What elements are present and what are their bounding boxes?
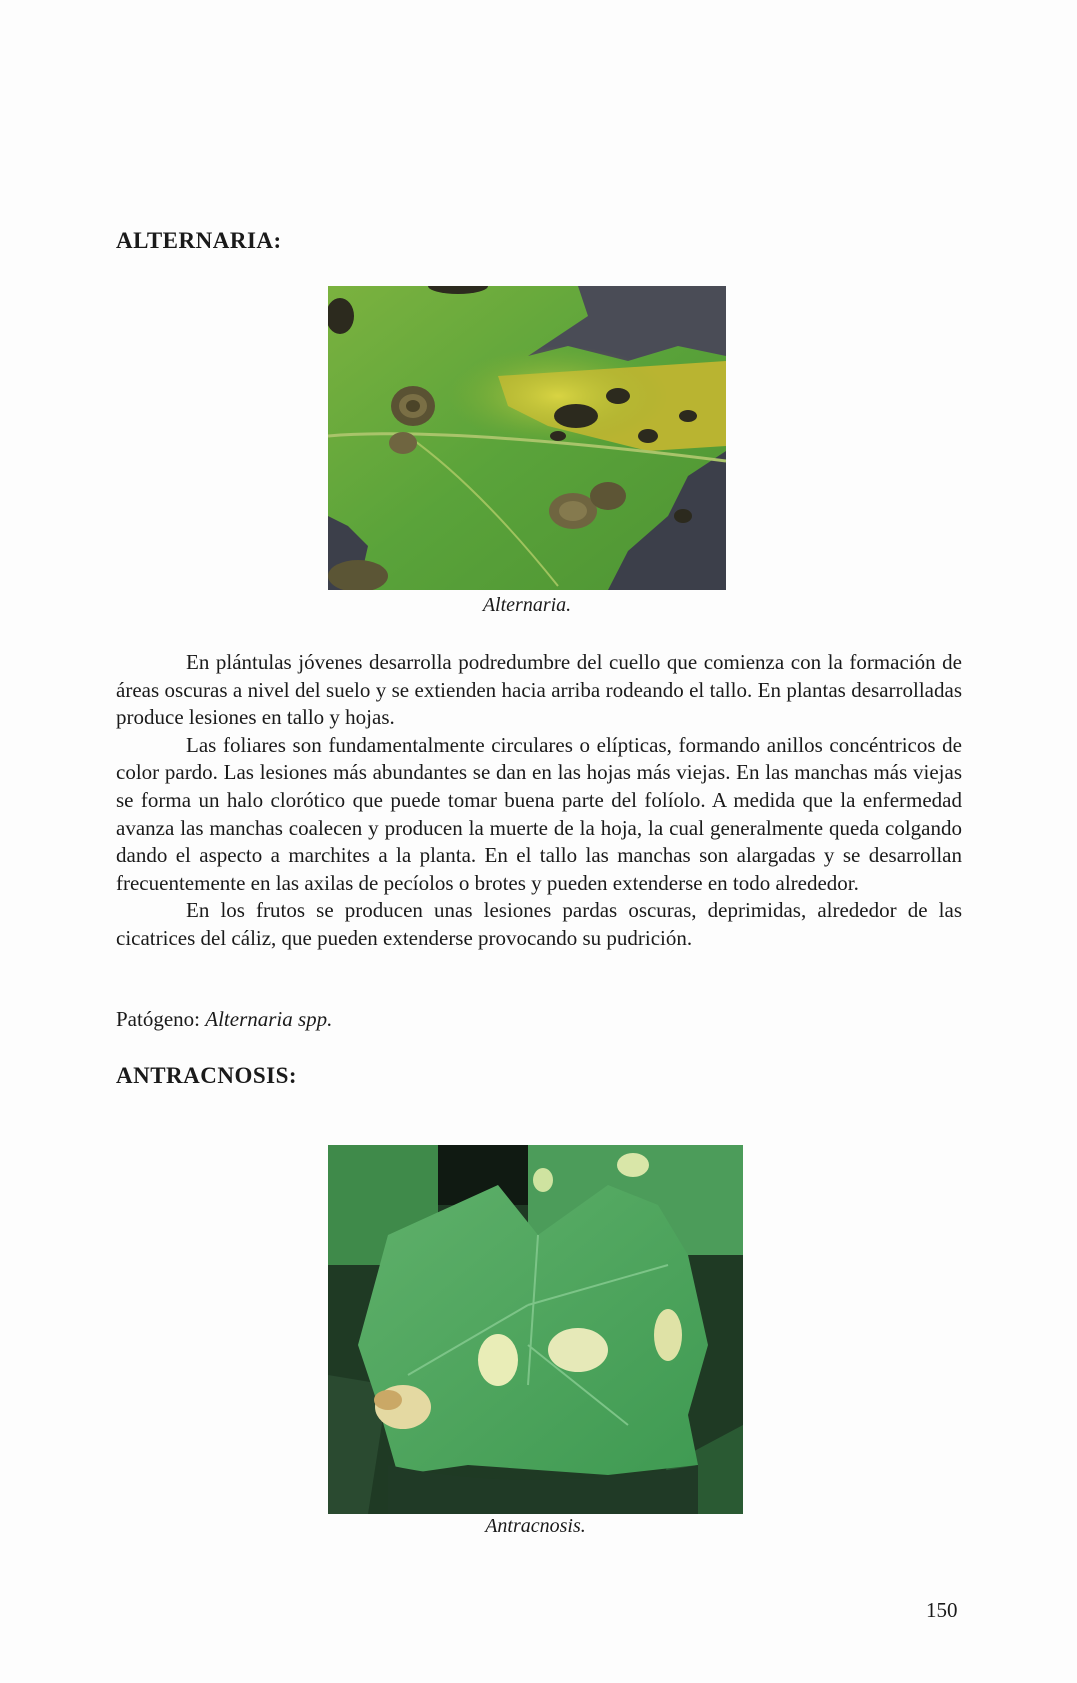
page-number: 150	[926, 1598, 958, 1622]
alternaria-description	[116, 649, 962, 953]
antracnosis-leaf-photo	[328, 1145, 743, 1514]
paragraph-3: En los frutos se producen unas lesiones pardas oscuras, deprimidas, alrededor de las cicatrices del cáliz, que pueden extenderse provocando su pudrición.	[116, 898, 962, 950]
antracnosis-caption: Antracnosis.	[485, 1515, 586, 1537]
alternaria-leaf-photo	[328, 286, 726, 590]
leaf-with-pale-lesions-icon	[328, 1145, 743, 1514]
pathogen-line	[116, 1007, 332, 1032]
pathogen-label: Patógeno:	[116, 1007, 206, 1031]
section-heading-alternaria: ALTERNARIA:	[116, 228, 282, 253]
paragraph-2: Las foliares son fundamentalmente circulares o elípticas, formando anillos concéntricos de color pardo. Las lesiones más abundantes se dan en las hojas más viejas. En las manchas más viejas se forma un halo clorótico que puede tomar buena parte del folíolo. A medida que la enfermedad avanza las manchas coalecen y producen la muerte de la hoja, la cual generalmente queda colgando dando el aspecto a marchites a la planta. En el tallo las manchas son alargadas y se desarrollan frecuentemente en las axilas de pecíolos o brotes y pueden extenderse en todo alrededor.	[116, 732, 962, 895]
leaf-with-concentric-spots-icon	[328, 286, 726, 590]
section-heading-antracnosis: ANTRACNOSIS:	[116, 1063, 298, 1088]
pathogen-species: Alternaria spp.	[205, 1007, 333, 1031]
alternaria-caption: Alternaria.	[482, 594, 572, 616]
paragraph-1: En plántulas jóvenes desarrolla podredumbre del cuello que comienza con la formación de áreas oscuras a nivel del suelo y se extienden hacia arriba rodeando el tallo. En plantas desarrolladas produce lesiones en tallo y hojas.	[116, 650, 962, 730]
